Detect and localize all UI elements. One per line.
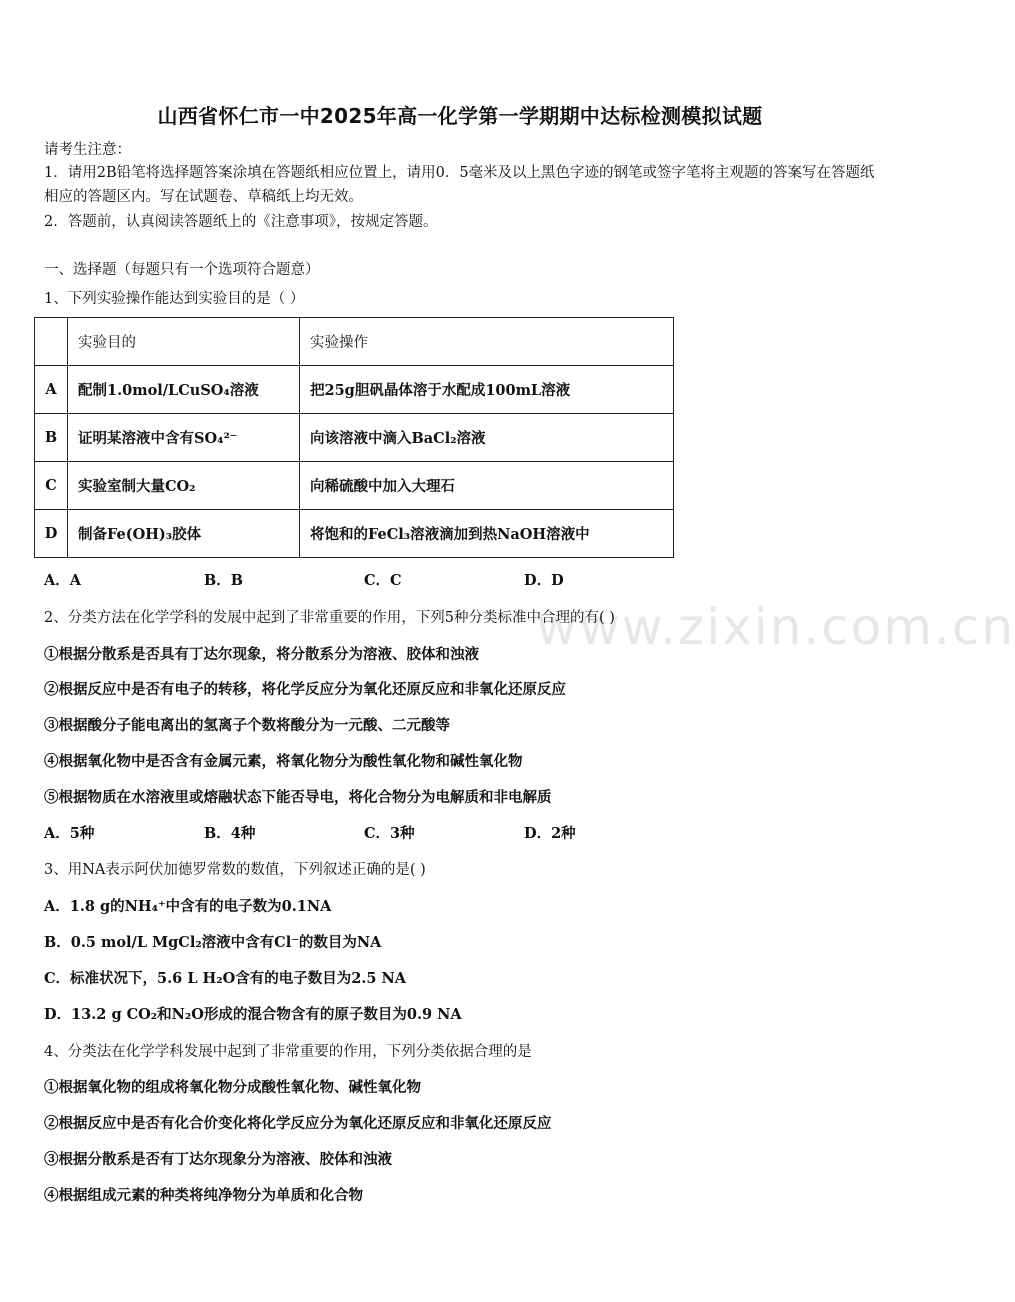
row-goal: 制备Fe(OH)₃胶体 bbox=[68, 510, 300, 558]
row-operation: 向稀硫酸中加入大理石 bbox=[300, 462, 674, 510]
row-operation: 向该溶液中滴入BaCl₂溶液 bbox=[300, 414, 674, 462]
section-heading: 一、选择题（每题只有一个选项符合题意） bbox=[44, 262, 320, 278]
question-4-item: ④根据组成元素的种类将纯净物分为单质和化合物 bbox=[44, 1187, 363, 1204]
header-operation: 实验操作 bbox=[300, 318, 674, 366]
option-a[interactable]: A．5种 bbox=[44, 825, 95, 842]
question-2-item: ③根据酸分子能电离出的氢离子个数将酸分为一元酸、二元酸等 bbox=[44, 717, 450, 734]
option-d[interactable]: D．2种 bbox=[524, 825, 576, 842]
row-operation: 把25g胆矾晶体溶于水配成100mL溶液 bbox=[300, 366, 674, 414]
row-goal: 配制1.0mol/LCuSO₄溶液 bbox=[68, 366, 300, 414]
notice-item-2: 2．答题前，认真阅读答题纸上的《注意事项》，按规定答题。 bbox=[44, 214, 438, 230]
question-4-item: ②根据反应中是否有化合价变化将化学反应分为氧化还原反应和非氧化还原反应 bbox=[44, 1115, 552, 1132]
row-key: D bbox=[35, 510, 68, 558]
question-4-stem: 4、分类法在化学学科发展中起到了非常重要的作用，下列分类依据合理的是 bbox=[44, 1044, 532, 1060]
experiment-table bbox=[34, 317, 674, 558]
option-b[interactable]: B．B bbox=[204, 572, 244, 589]
question-2-item: ①根据分散系是否具有丁达尔现象，将分散系分为溶液、胶体和浊液 bbox=[44, 646, 479, 663]
question-4-item: ③根据分散系是否有丁达尔现象分为溶液、胶体和浊液 bbox=[44, 1151, 392, 1168]
table-cell-blank bbox=[35, 318, 68, 366]
header-goal: 实验目的 bbox=[68, 318, 300, 366]
row-goal: 证明某溶液中含有SO₄²⁻ bbox=[68, 414, 300, 462]
row-key: C bbox=[35, 462, 68, 510]
question-2-stem: 2、分类方法在化学学科的发展中起到了非常重要的作用，下列5种分类标准中合理的有( ) bbox=[44, 610, 615, 626]
question-3-option-c[interactable]: C．标准状况下，5.6 L H₂O含有的电子数目为2.5 NA bbox=[44, 970, 407, 987]
question-4-item: ①根据氧化物的组成将氧化物分成酸性氧化物、碱性氧化物 bbox=[44, 1079, 421, 1096]
table-row bbox=[35, 510, 674, 558]
question-1-options bbox=[44, 569, 764, 593]
question-1-stem: 1、下列实验操作能达到实验目的是（ ） bbox=[44, 291, 305, 307]
row-operation: 将饱和的FeCl₃溶液滴加到热NaOH溶液中 bbox=[300, 510, 674, 558]
table-row bbox=[35, 414, 674, 462]
question-3-option-a[interactable]: A．1.8 g的NH₄⁺中含有的电子数为0.1NA bbox=[44, 898, 332, 915]
question-3-option-b[interactable]: B．0.5 mol/L MgCl₂溶液中含有Cl⁻的数目为NA bbox=[44, 934, 382, 951]
notice-item-1: 1．请用2B铅笔将选择题答案涂填在答题纸相应位置上，请用0．5毫米及以上黑色字迹的钢笔或签字笔将主观题的答案写在答题纸相应的答题区内。写在试题卷、草稿纸上均无效。 bbox=[44, 165, 875, 205]
option-d[interactable]: D．D bbox=[524, 572, 564, 589]
question-3-option-d[interactable]: D．13.2 g CO₂和N₂O形成的混合物含有的原子数目为0.9 NA bbox=[44, 1006, 462, 1023]
page-title: 山西省怀仁市一中2025年高一化学第一学期期中达标检测模拟试题 bbox=[157, 104, 763, 128]
row-key: B bbox=[35, 414, 68, 462]
row-goal: 实验室制大量CO₂ bbox=[68, 462, 300, 510]
question-2-item: ⑤根据物质在水溶液里或熔融状态下能否导电，将化合物分为电解质和非电解质 bbox=[44, 789, 552, 806]
question-2-item: ②根据反应中是否有电子的转移，将化学反应分为氧化还原反应和非氧化还原反应 bbox=[44, 681, 566, 698]
question-3-stem: 3、用NA表示阿伏加德罗常数的数值，下列叙述正确的是( ) bbox=[44, 862, 426, 878]
option-b[interactable]: B．4种 bbox=[204, 825, 256, 842]
table-row bbox=[35, 366, 674, 414]
row-key: A bbox=[35, 366, 68, 414]
option-c[interactable]: C．3种 bbox=[364, 825, 415, 842]
notice-heading: 请考生注意： bbox=[44, 142, 131, 158]
question-2-item: ④根据氧化物中是否含有金属元素，将氧化物分为酸性氧化物和碱性氧化物 bbox=[44, 753, 523, 770]
question-2-options bbox=[44, 822, 764, 846]
watermark: www.zixin.com.cn bbox=[536, 598, 1015, 656]
table-row bbox=[35, 462, 674, 510]
option-c[interactable]: C．C bbox=[364, 572, 402, 589]
table-header-row bbox=[35, 318, 674, 366]
option-a[interactable]: A．A bbox=[44, 572, 82, 589]
